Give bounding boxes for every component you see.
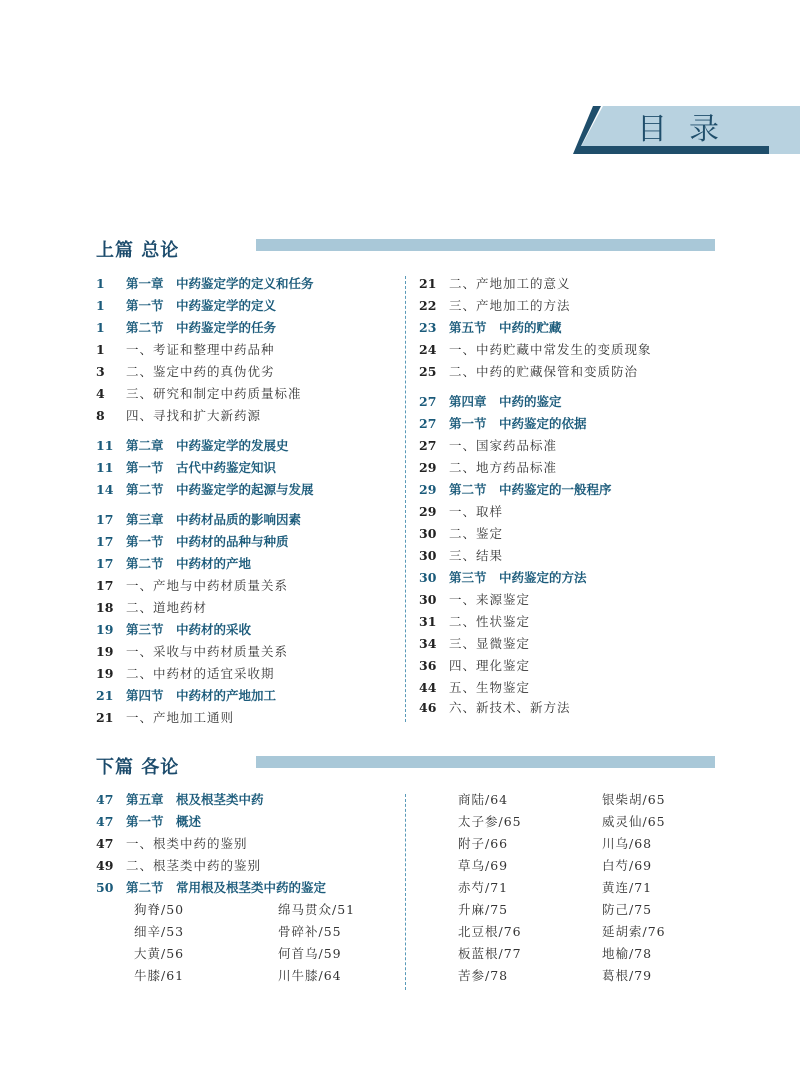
- toc-page-number: 3: [96, 364, 105, 379]
- toc-entry-text: 第一章 中药鉴定学的定义和任务: [126, 276, 314, 291]
- herb-entry[interactable]: 何首乌/59: [278, 946, 342, 961]
- toc-page-number: 27: [419, 438, 437, 453]
- herb-entry[interactable]: 商陆/64: [458, 792, 509, 807]
- toc-entry-text: 四、理化鉴定: [449, 658, 531, 673]
- toc-page-number: 24: [419, 342, 437, 357]
- toc-page-number: 17: [96, 578, 114, 593]
- part1-title: 上篇 总论: [96, 240, 180, 261]
- toc-page-number: 18: [96, 600, 114, 615]
- toc-entry-text: 一、国家药品标准: [449, 438, 558, 453]
- toc-page-number: 1: [96, 342, 105, 357]
- toc-entry-text: 一、中药贮藏中常发生的变质现象: [449, 342, 652, 357]
- toc-page-number: 30: [419, 526, 437, 541]
- toc-page-number: 47: [96, 836, 114, 851]
- toc-entry-text: 一、考证和整理中药品种: [126, 342, 275, 357]
- toc-entry-text: 第二节 中药鉴定学的任务: [126, 320, 277, 335]
- toc-entry-text: 第四节 中药材的产地加工: [126, 688, 277, 703]
- herb-entry[interactable]: 白芍/69: [602, 858, 653, 873]
- toc-page-number: 29: [419, 482, 437, 497]
- herb-entry[interactable]: 川牛膝/64: [278, 968, 342, 983]
- toc-entry-text: 三、产地加工的方法: [449, 298, 571, 313]
- toc-entry-text: 一、取样: [449, 504, 504, 519]
- toc-page-number: 8: [96, 408, 105, 423]
- toc-entry-text: 三、研究和制定中药质量标准: [126, 386, 302, 401]
- herb-entry[interactable]: 地榆/78: [602, 946, 653, 961]
- toc-page-number: 49: [96, 858, 114, 873]
- toc-entry-text: 二、性状鉴定: [449, 614, 531, 629]
- toc-page-number: 17: [96, 512, 114, 527]
- herb-entry[interactable]: 防己/75: [602, 902, 653, 917]
- toc-page-number: 23: [419, 320, 437, 335]
- toc-entry-text: 一、产地与中药材质量关系: [126, 578, 289, 593]
- toc-page-number: 30: [419, 570, 437, 585]
- part2-title: 下篇 各论: [96, 757, 180, 778]
- toc-entry-text: 三、结果: [449, 548, 504, 563]
- herb-entry[interactable]: 板蓝根/77: [458, 946, 522, 961]
- toc-page-number: 14: [96, 482, 114, 497]
- toc-entry-text: 一、采收与中药材质量关系: [126, 644, 289, 659]
- toc-page-number: 19: [96, 666, 114, 681]
- toc-entry-text: 第一节 古代中药鉴定知识: [126, 460, 277, 475]
- toc-page-number: 29: [419, 504, 437, 519]
- toc-entry-text: 第一节 中药鉴定学的定义: [126, 298, 277, 313]
- toc-page-number: 1: [96, 276, 105, 291]
- toc-page-number: 34: [419, 636, 437, 651]
- herb-entry[interactable]: 骨碎补/55: [278, 924, 342, 939]
- toc-page-number: 30: [419, 592, 437, 607]
- toc-page-number: 1: [96, 320, 105, 335]
- column-divider-2: [405, 794, 406, 990]
- toc-entry-text: 五、生物鉴定: [449, 680, 531, 695]
- herb-entry[interactable]: 北豆根/76: [458, 924, 522, 939]
- toc-entry-text: 第三章 中药材品质的影响因素: [126, 512, 302, 527]
- herb-entry[interactable]: 川乌/68: [602, 836, 653, 851]
- toc-entry-text: 第一节 概述: [126, 814, 202, 829]
- toc-entry-text: 第二节 中药鉴定学的起源与发展: [126, 482, 314, 497]
- herb-entry[interactable]: 大黄/56: [134, 946, 185, 961]
- toc-page-number: 19: [96, 644, 114, 659]
- herb-entry[interactable]: 升麻/75: [458, 902, 509, 917]
- toc-entry-text: 第一节 中药材的品种与种质: [126, 534, 289, 549]
- herb-entry[interactable]: 牛膝/61: [134, 968, 185, 983]
- toc-entry-text: 第五章 根及根茎类中药: [126, 792, 264, 807]
- toc-entry-text: 二、中药的贮藏保管和变质防治: [449, 364, 639, 379]
- toc-page-number: 36: [419, 658, 437, 673]
- toc-page-number: 47: [96, 792, 114, 807]
- toc-page-number: 11: [96, 460, 114, 475]
- toc-page-number: 27: [419, 416, 437, 431]
- column-divider: [405, 276, 406, 722]
- toc-entry-text: 第四章 中药的鉴定: [449, 394, 562, 409]
- herb-entry[interactable]: 草乌/69: [458, 858, 509, 873]
- toc-page-number: 46: [419, 700, 437, 715]
- part1-right-column: [419, 274, 719, 734]
- toc-entry-text: 二、鉴定中药的真伪优劣: [126, 364, 275, 379]
- herb-entry[interactable]: 苦参/78: [458, 968, 509, 983]
- part1-bar: [256, 239, 715, 251]
- toc-entry-text: 二、产地加工的意义: [449, 276, 571, 291]
- herb-entry[interactable]: 太子参/65: [458, 814, 522, 829]
- toc-page-number: 47: [96, 814, 114, 829]
- herb-entry[interactable]: 延胡索/76: [602, 924, 666, 939]
- toc-entry-text: 第二章 中药鉴定学的发展史: [126, 438, 289, 453]
- toc-entry-text: 四、寻找和扩大新药源: [126, 408, 262, 423]
- toc-entry-text: 二、地方药品标准: [449, 460, 558, 475]
- toc-entry-text: 第二节 中药鉴定的一般程序: [449, 482, 612, 497]
- toc-entry-text: 三、显微鉴定: [449, 636, 531, 651]
- toc-entry-text: 六、新技术、新方法: [449, 700, 571, 715]
- toc-page-number: 21: [96, 710, 114, 725]
- toc-entry-text: 第三节 中药材的采收: [126, 622, 252, 637]
- toc-entry-text: 第五节 中药的贮藏: [449, 320, 562, 335]
- toc-page-number: 30: [419, 548, 437, 563]
- herb-entry[interactable]: 绵马贯众/51: [278, 902, 356, 917]
- toc-page-number: 17: [96, 556, 114, 571]
- toc-entry-text: 二、根茎类中药的鉴别: [126, 858, 262, 873]
- herb-entry[interactable]: 细辛/53: [134, 924, 185, 939]
- herb-entry[interactable]: 狗脊/50: [134, 902, 185, 917]
- toc-entry-text: 第二节 中药材的产地: [126, 556, 252, 571]
- toc-page-number: 29: [419, 460, 437, 475]
- toc-page-number: 50: [96, 880, 114, 895]
- part2-left-column: [96, 790, 396, 990]
- part2-right-column: [458, 790, 758, 990]
- page-title: 目录: [637, 112, 741, 147]
- toc-page-number: 27: [419, 394, 437, 409]
- toc-entry-text: 第三节 中药鉴定的方法: [449, 570, 587, 585]
- toc-header-banner: [573, 106, 800, 154]
- toc-entry-text: 第二节 常用根及根茎类中药的鉴定: [126, 880, 327, 895]
- herb-entry[interactable]: 赤芍/71: [458, 880, 509, 895]
- toc-entry-text: 二、中药材的适宜采收期: [126, 666, 275, 681]
- toc-page-number: 4: [96, 386, 105, 401]
- part1-left-column: [96, 274, 396, 734]
- toc-page-number: 11: [96, 438, 114, 453]
- toc-entry-text: 一、产地加工通则: [126, 710, 235, 725]
- toc-entry-text: 一、根类中药的鉴别: [126, 836, 248, 851]
- toc-entry-text: 第一节 中药鉴定的依据: [449, 416, 587, 431]
- toc-page-number: 1: [96, 298, 105, 313]
- toc-page-number: 22: [419, 298, 437, 313]
- toc-entry-text: 一、来源鉴定: [449, 592, 531, 607]
- toc-page-number: 19: [96, 622, 114, 637]
- herb-entry[interactable]: 黄连/71: [602, 880, 653, 895]
- toc-page-number: 21: [96, 688, 114, 703]
- herb-entry[interactable]: 葛根/79: [602, 968, 653, 983]
- toc-entry-text: 二、鉴定: [449, 526, 504, 541]
- toc-page-number: 17: [96, 534, 114, 549]
- part2-bar: [256, 756, 715, 768]
- toc-page-number: 25: [419, 364, 437, 379]
- herb-entry[interactable]: 威灵仙/65: [602, 814, 666, 829]
- toc-entry-text: 二、道地药材: [126, 600, 208, 615]
- herb-entry[interactable]: 附子/66: [458, 836, 509, 851]
- toc-page-number: 44: [419, 680, 437, 695]
- toc-page-number: 21: [419, 276, 437, 291]
- toc-page-number: 31: [419, 614, 437, 629]
- herb-entry[interactable]: 银柴胡/65: [602, 792, 666, 807]
